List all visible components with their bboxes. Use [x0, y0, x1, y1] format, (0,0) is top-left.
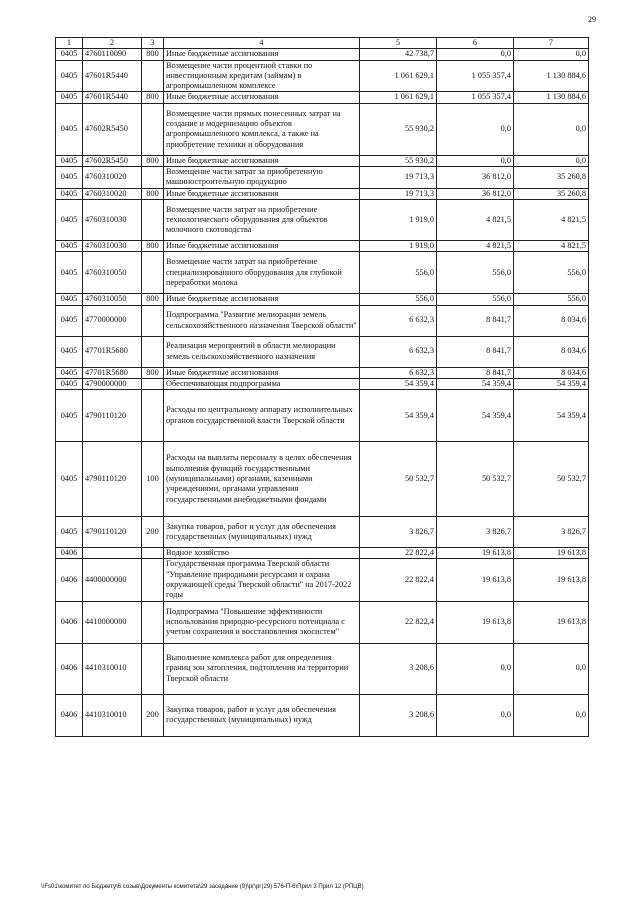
amount-year-2: 0,0	[437, 694, 514, 736]
amount-year-2: 8 841,7	[437, 336, 514, 367]
amount-year-1: 55 930,2	[360, 155, 437, 166]
section-code: 0405	[56, 305, 83, 336]
section-code: 0405	[56, 240, 83, 251]
column-header: 3	[142, 38, 164, 49]
expense-type: 200	[142, 517, 164, 548]
section-code: 0405	[56, 378, 83, 389]
target-article: 4410000000	[83, 601, 142, 643]
amount-year-1: 19 713,3	[360, 167, 437, 189]
table-row	[56, 252, 589, 294]
target-article: 4790110120	[83, 517, 142, 548]
target-article: 4760310020	[83, 167, 142, 189]
expense-type	[142, 167, 164, 189]
expense-type	[142, 60, 164, 92]
section-code: 0405	[56, 517, 83, 548]
expense-type	[142, 252, 164, 294]
amount-year-1: 1 919,0	[360, 199, 437, 240]
expense-type: 800	[142, 92, 164, 103]
amount-year-1: 3 208,6	[360, 643, 437, 694]
description: Выполнение комплекса работ для определения границ зон затопления, подтопления на территории Тверской области	[164, 643, 360, 694]
target-article: 4760310050	[83, 252, 142, 294]
amount-year-1: 6 632,3	[360, 305, 437, 336]
description: Подпрограмма "Развитие мелиорации земель сельскохозяйственного назначения Тверской области"	[164, 305, 360, 336]
target-article: 4790110120	[83, 390, 142, 442]
column-header: 6	[437, 38, 514, 49]
amount-year-3: 35 260,8	[514, 188, 589, 199]
amount-year-1: 1 061 629,1	[360, 92, 437, 103]
table-row	[56, 517, 589, 548]
section-code: 0405	[56, 103, 83, 155]
header-row	[56, 38, 589, 49]
amount-year-1: 22 822,4	[360, 559, 437, 601]
description: Государственная программа Тверской области "Управление природными ресурсами и охрана окружающей среды Тверской области" на 2017-2022 годы	[164, 559, 360, 601]
section-code: 0405	[56, 155, 83, 166]
amount-year-2: 54 359,4	[437, 378, 514, 389]
amount-year-1: 22 822,4	[360, 548, 437, 559]
target-article: 4760310030	[83, 199, 142, 240]
amount-year-1: 55 930,2	[360, 103, 437, 155]
description: Иные бюджетные ассигнования	[164, 92, 360, 103]
table-row	[56, 60, 589, 92]
amount-year-2: 4 821,5	[437, 240, 514, 251]
amount-year-3: 0,0	[514, 643, 589, 694]
target-article: 47601R5440	[83, 60, 142, 92]
expense-type	[142, 601, 164, 643]
amount-year-3: 3 826,7	[514, 517, 589, 548]
column-header: 1	[56, 38, 83, 49]
amount-year-1: 54 359,4	[360, 378, 437, 389]
expense-type	[142, 390, 164, 442]
expense-type	[142, 103, 164, 155]
table-row	[56, 336, 589, 367]
target-article: 47602R5450	[83, 155, 142, 166]
description: Возмещение части затрат за приобретенную машиностроительную продукцию	[164, 167, 360, 189]
table-row	[56, 103, 589, 155]
amount-year-2: 36 812,0	[437, 188, 514, 199]
table-row	[56, 188, 589, 199]
section-code: 0406	[56, 601, 83, 643]
amount-year-2: 0,0	[437, 155, 514, 166]
description: Реализация мероприятий в области мелиорации земель сельскохозяйственного назначения	[164, 336, 360, 367]
section-code: 0406	[56, 559, 83, 601]
description: Возмещение части затрат на приобретение специализированного оборудования для глубокой переработки молока	[164, 252, 360, 294]
table-row	[56, 559, 589, 601]
section-code: 0405	[56, 92, 83, 103]
expense-type	[142, 305, 164, 336]
table-row	[56, 92, 589, 103]
amount-year-1: 54 359,4	[360, 390, 437, 442]
description: Закупка товаров, работ и услуг для обеспечения государственных (муниципальных) нужд	[164, 517, 360, 548]
table-row	[56, 367, 589, 378]
description: Иные бюджетные ассигнования	[164, 294, 360, 305]
section-code: 0405	[56, 367, 83, 378]
section-code: 0406	[56, 694, 83, 736]
amount-year-3: 50 532,7	[514, 442, 589, 517]
amount-year-3: 35 260,8	[514, 167, 589, 189]
expense-type	[142, 378, 164, 389]
amount-year-1: 6 632,3	[360, 336, 437, 367]
amount-year-3: 8 034,6	[514, 305, 589, 336]
amount-year-2: 19 613,8	[437, 601, 514, 643]
amount-year-3: 0,0	[514, 694, 589, 736]
amount-year-3: 19 613,8	[514, 601, 589, 643]
section-code: 0405	[56, 336, 83, 367]
target-article: 4400000000	[83, 559, 142, 601]
amount-year-3: 4 821,5	[514, 240, 589, 251]
amount-year-3: 54 359,4	[514, 390, 589, 442]
amount-year-2: 1 055 357,4	[437, 60, 514, 92]
target-article: 47602R5450	[83, 103, 142, 155]
target-article: 47701R5680	[83, 336, 142, 367]
description: Водное хозяйство	[164, 548, 360, 559]
page-number: 29	[588, 15, 596, 24]
section-code: 0406	[56, 643, 83, 694]
amount-year-3: 4 821,5	[514, 199, 589, 240]
amount-year-2: 556,0	[437, 252, 514, 294]
column-header: 2	[83, 38, 142, 49]
target-article: 4760310030	[83, 240, 142, 251]
table-row	[56, 643, 589, 694]
description: Закупка товаров, работ и услуг для обеспечения государственных (муниципальных) нужд	[164, 694, 360, 736]
amount-year-1: 19 713,3	[360, 188, 437, 199]
budget-table	[55, 37, 589, 737]
amount-year-1: 50 532,7	[360, 442, 437, 517]
description: Возмещение части затрат на приобретение технологического оборудования для объектов молочного скотоводства	[164, 199, 360, 240]
expense-type	[142, 643, 164, 694]
description: Обеспечивающая подпрограмма	[164, 378, 360, 389]
target-article: 4760310050	[83, 294, 142, 305]
table-row	[56, 378, 589, 389]
amount-year-1: 1 919,0	[360, 240, 437, 251]
section-code: 0405	[56, 294, 83, 305]
amount-year-2: 0,0	[437, 103, 514, 155]
target-article: 4410310010	[83, 643, 142, 694]
section-code: 0405	[56, 188, 83, 199]
description: Иные бюджетные ассигнования	[164, 49, 360, 60]
expense-type: 800	[142, 188, 164, 199]
target-article: 4790110120	[83, 442, 142, 517]
table-row	[56, 167, 589, 189]
expense-type	[142, 336, 164, 367]
amount-year-1: 556,0	[360, 252, 437, 294]
amount-year-1: 556,0	[360, 294, 437, 305]
table-row	[56, 694, 589, 736]
expense-type: 100	[142, 442, 164, 517]
table-row	[56, 390, 589, 442]
amount-year-3: 0,0	[514, 155, 589, 166]
section-code: 0406	[56, 548, 83, 559]
description: Расходы по центральному аппарату исполнительных органов государственной власти Тверской области	[164, 390, 360, 442]
target-article	[83, 548, 142, 559]
amount-year-1: 42 738,7	[360, 49, 437, 60]
table-row	[56, 294, 589, 305]
section-code: 0405	[56, 390, 83, 442]
amount-year-2: 1 055 357,4	[437, 92, 514, 103]
target-article: 47601R5440	[83, 92, 142, 103]
expense-type	[142, 548, 164, 559]
column-header: 4	[164, 38, 360, 49]
amount-year-1: 1 061 629,1	[360, 60, 437, 92]
amount-year-3: 19 613,8	[514, 559, 589, 601]
target-article: 4770000000	[83, 305, 142, 336]
amount-year-1: 22 822,4	[360, 601, 437, 643]
expense-type: 800	[142, 49, 164, 60]
table-row	[56, 49, 589, 60]
description: Возмещение части процентной ставки по инвестиционным кредитам (займам) в агропромышленном комплексе	[164, 60, 360, 92]
amount-year-2: 54 359,4	[437, 390, 514, 442]
amount-year-3: 556,0	[514, 252, 589, 294]
section-code: 0405	[56, 252, 83, 294]
description: Подпрограмма "Повышение эффективности использования природно-ресурсного потенциала с учетом сохранения и восстановления экосистем"	[164, 601, 360, 643]
amount-year-2: 8 841,7	[437, 305, 514, 336]
expense-type: 800	[142, 155, 164, 166]
table-row	[56, 601, 589, 643]
amount-year-3: 1 130 884,6	[514, 92, 589, 103]
amount-year-1: 3 826,7	[360, 517, 437, 548]
section-code: 0405	[56, 199, 83, 240]
description: Иные бюджетные ассигнования	[164, 188, 360, 199]
target-article: 4790000000	[83, 378, 142, 389]
amount-year-1: 6 632,3	[360, 367, 437, 378]
table-row	[56, 199, 589, 240]
amount-year-2: 0,0	[437, 643, 514, 694]
table-body	[56, 38, 589, 737]
amount-year-2: 19 613,8	[437, 559, 514, 601]
target-article: 47701R5680	[83, 367, 142, 378]
target-article: 4760110090	[83, 49, 142, 60]
description: Иные бюджетные ассигнования	[164, 240, 360, 251]
column-header: 5	[360, 38, 437, 49]
target-article: 4760310020	[83, 188, 142, 199]
expense-type	[142, 199, 164, 240]
section-code: 0405	[56, 49, 83, 60]
amount-year-1: 3 208,6	[360, 694, 437, 736]
amount-year-2: 0,0	[437, 49, 514, 60]
column-header: 7	[514, 38, 589, 49]
amount-year-3: 0,0	[514, 103, 589, 155]
amount-year-3: 8 034,6	[514, 367, 589, 378]
amount-year-2: 3 826,7	[437, 517, 514, 548]
amount-year-2: 556,0	[437, 294, 514, 305]
expense-type	[142, 559, 164, 601]
target-article: 4410310010	[83, 694, 142, 736]
amount-year-3: 1 130 884,6	[514, 60, 589, 92]
section-code: 0405	[56, 442, 83, 517]
amount-year-2: 8 841,7	[437, 367, 514, 378]
expense-type: 800	[142, 367, 164, 378]
description: Иные бюджетные ассигнования	[164, 155, 360, 166]
table-row	[56, 305, 589, 336]
amount-year-2: 36 812,0	[437, 167, 514, 189]
amount-year-3: 19 613,8	[514, 548, 589, 559]
expense-type: 800	[142, 294, 164, 305]
section-code: 0405	[56, 167, 83, 189]
amount-year-3: 556,0	[514, 294, 589, 305]
description: Иные бюджетные ассигнования	[164, 367, 360, 378]
amount-year-2: 19 613,8	[437, 548, 514, 559]
amount-year-2: 50 532,7	[437, 442, 514, 517]
table-row	[56, 240, 589, 251]
table-row	[56, 548, 589, 559]
expense-type: 800	[142, 240, 164, 251]
amount-year-2: 4 821,5	[437, 199, 514, 240]
amount-year-3: 0,0	[514, 49, 589, 60]
table-row	[56, 155, 589, 166]
table-row	[56, 442, 589, 517]
file-path-footer: \\Fs01\комитет по Бюджету\6 созыв\Документы комитета\29 заседание (9)\рг\рг(29) 576-П-6\Прил 3 Прил 12 (РПЦВ)	[41, 884, 364, 890]
description: Расходы на выплаты персоналу в целях обеспечения выполнения функций государственными (муниципальными) органами, казенными учреждениями, органами управления государственными внебюджетными фондами	[164, 442, 360, 517]
amount-year-3: 8 034,6	[514, 336, 589, 367]
amount-year-3: 54 359,4	[514, 378, 589, 389]
expense-type: 200	[142, 694, 164, 736]
description: Возмещение части прямых понесенных затрат на создание и модернизацию объектов агропромышленного комплекса, а также на приобретение техники и оборудования	[164, 103, 360, 155]
section-code: 0405	[56, 60, 83, 92]
